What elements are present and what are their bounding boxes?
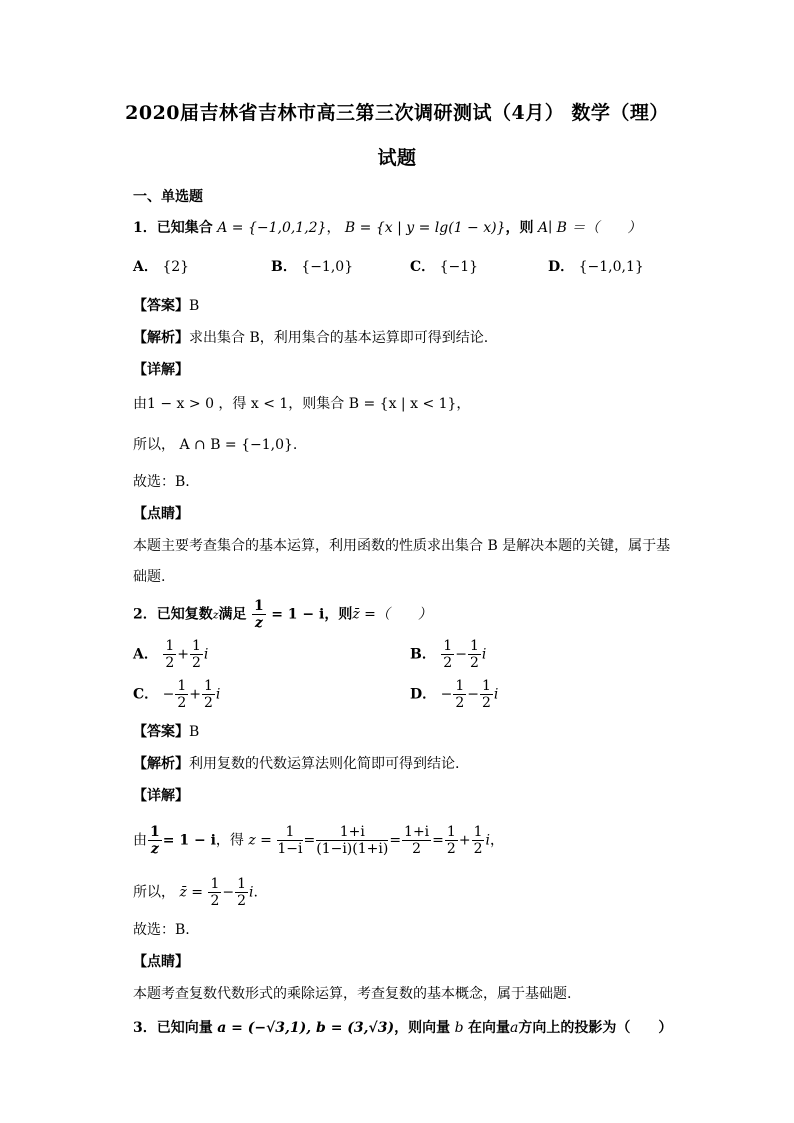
comment-label: 【点睛】 [133, 954, 189, 970]
fraction [202, 678, 215, 711]
comment-text: 本题考查复数代数形式的乘除运算，考查复数的基本概念，属于基础题. [133, 986, 572, 1002]
option-b [410, 638, 486, 671]
numerator: 1 [177, 678, 187, 694]
numerator: 1 [481, 678, 491, 694]
question-2-stem [133, 598, 432, 631]
question-1-stem [133, 218, 641, 238]
comment-text: 础题. [133, 569, 166, 585]
page-title: 2020届吉林省吉林市高三第三次调研测试（4月） 数学（理） [125, 102, 669, 124]
denominator: z [254, 615, 263, 631]
option-label: C． [410, 259, 436, 275]
fraction [445, 824, 458, 857]
answer-value: B [189, 724, 200, 740]
operator: − [455, 646, 467, 663]
detail-text: ， [489, 832, 504, 849]
option-label: B． [271, 259, 297, 275]
fraction [453, 678, 466, 711]
numerator: 1 [455, 678, 465, 694]
option-c [410, 257, 478, 277]
question-text: 已知复数 [156, 606, 213, 623]
denominator: 2 [191, 655, 201, 671]
denominator: 2 [446, 841, 456, 857]
denominator: 2 [412, 841, 422, 857]
fraction [190, 638, 203, 671]
answer-value: B [189, 298, 200, 314]
sign: − [440, 686, 453, 703]
analysis-line [133, 754, 459, 774]
detail-text: 由1 − x > 0 ，得 x < 1，则集合 B = {x | x < 1}， [133, 396, 471, 412]
numerator: 1+i [316, 824, 388, 841]
operator: − [467, 686, 479, 703]
question-ask: A∣ B ＝（ ） [537, 220, 642, 236]
fraction [252, 598, 266, 631]
option-d [548, 257, 644, 277]
numerator: 1 [277, 824, 302, 841]
question-text: 已知向量 [156, 1020, 213, 1036]
fraction [472, 824, 485, 857]
detail-text: 所以， [133, 884, 175, 901]
fraction [175, 678, 188, 711]
option-label: B． [410, 646, 436, 663]
option-label: D． [548, 259, 575, 275]
detail-text: ，得 [215, 832, 244, 849]
math-var: i [203, 646, 209, 663]
numerator: 1 [150, 824, 160, 840]
answer-label: 【答案】 [133, 298, 189, 314]
fraction [316, 824, 388, 857]
option-label: A． [133, 646, 158, 663]
fraction [235, 876, 248, 909]
denominator: z [150, 841, 159, 857]
answer-label: 【答案】 [133, 724, 189, 740]
math-var: i [485, 832, 490, 849]
question-number: 3． [133, 1020, 157, 1036]
operator: + [189, 686, 201, 703]
option-label: A． [133, 259, 158, 275]
numerator: 1 [446, 824, 456, 840]
math-var: i [481, 646, 487, 663]
denominator: 2 [455, 695, 465, 711]
option-value: {−1} [439, 259, 479, 275]
question-text: ，则向量 [394, 1020, 451, 1036]
option-c [133, 678, 220, 711]
comment-label: 【点睛】 [133, 506, 189, 522]
numerator: 1+i [404, 824, 430, 840]
denominator: 2 [469, 655, 479, 671]
option-value: {−1,0,1} [578, 259, 644, 275]
detail-text: 所以， A ∩ B = {−1,0}. [133, 437, 298, 453]
fraction [277, 824, 302, 857]
numerator: 1 [237, 876, 247, 892]
detail-label: 【详解】 [133, 788, 189, 804]
page-title-line2: 试题 [377, 147, 417, 169]
answer-line [133, 722, 199, 742]
option-a [133, 257, 189, 277]
denominator: 2 [204, 695, 213, 711]
separator: ， [326, 220, 341, 236]
question-3-stem [133, 1018, 672, 1038]
math-set-a: A = {−1,0,1,2} [217, 220, 327, 236]
denominator: 1−i [277, 841, 303, 857]
analysis-label: 【解析】 [133, 330, 189, 346]
fraction [208, 876, 221, 909]
detail-text: . [253, 884, 258, 901]
detail-equation: 所以， z̄ = $\frac{1}{2}$ − $\frac{1}{2}$ i. [133, 876, 258, 909]
numerator: 1 [204, 678, 213, 694]
choose-line: 故选：B. [133, 922, 190, 938]
question-text: ，则 [505, 220, 534, 236]
math-expr: = 1 − i [162, 832, 216, 849]
denominator: 2 [177, 695, 187, 711]
fraction [148, 824, 162, 857]
question-text: 在向量 [468, 1020, 510, 1036]
math-var: i [493, 686, 499, 703]
numerator: 1 [443, 638, 453, 654]
detail-label: 【详解】 [133, 362, 189, 378]
math-vectors: a = (−√3,1), b = (3,√3) [217, 1020, 395, 1036]
option-value: {−1,0} [301, 259, 354, 275]
math-expr: = 1 − i [271, 606, 325, 623]
denominator: 2 [210, 893, 220, 909]
option-b [271, 257, 353, 277]
fraction [163, 638, 176, 671]
option-label: C． [133, 686, 159, 703]
numerator: 1 [469, 638, 479, 654]
question-text: ，则 [324, 606, 353, 623]
option-d [410, 678, 498, 711]
comment-text: 本题主要考查集合的基本运算，利用函数的性质求出集合 B 是解决本题的关键，属于基 [133, 538, 671, 554]
question-text: 已知集合 [156, 220, 213, 236]
detail-equation: 由 $\frac{1}{z}$ = 1 − i，得 z = $\frac{1}{1-i}$ = $\frac{1+i}{(1-i)(1+i)}$ = $\frac{1+i}{2}$ = $\frac{1}{2}$ + $\frac{1}{2}$ i， [133, 824, 504, 857]
numerator: 1 [165, 638, 175, 654]
math-var: i [215, 686, 221, 703]
fraction [441, 638, 454, 671]
question-number: 1． [133, 220, 157, 236]
denominator: 2 [443, 655, 453, 671]
question-text: 满足 [218, 606, 247, 623]
option-value: {2} [162, 259, 190, 275]
section-heading: 一、单选题 [133, 189, 203, 205]
operator: + [177, 646, 189, 663]
math-var: z [212, 608, 219, 622]
answer-line [133, 296, 199, 316]
math-var: i [249, 884, 254, 901]
fraction [480, 678, 493, 711]
detail-text: 由 [133, 832, 147, 849]
numerator: 1 [473, 824, 483, 840]
numerator: 1 [191, 638, 201, 654]
math-expr: z̄ = [179, 884, 204, 901]
math-var: a [510, 1020, 519, 1036]
choose-line: 故选：B. [133, 474, 190, 490]
analysis-label: 【解析】 [133, 756, 189, 772]
question-text: 方向上的投影为（ ） [518, 1020, 673, 1036]
numerator: 1 [254, 598, 264, 614]
analysis-line [133, 328, 488, 348]
denominator: 2 [237, 893, 247, 909]
analysis-text: 求出集合 B，利用集合的基本运算即可得到结论. [189, 330, 489, 346]
denominator: (1−i)(1+i) [316, 841, 389, 857]
option-a [133, 638, 208, 671]
question-ask: z̄ =（ ） [352, 606, 432, 623]
denominator: 2 [165, 655, 175, 671]
option-label: D． [410, 686, 437, 703]
question-number: 2． [133, 606, 157, 623]
fraction [402, 824, 431, 857]
analysis-text: 利用复数的代数运算法则化简即可得到结论. [189, 756, 460, 772]
math-var: b [454, 1020, 464, 1036]
fraction [468, 638, 481, 671]
denominator: 2 [473, 841, 483, 857]
sign: − [162, 686, 175, 703]
math-expr: z = [248, 832, 272, 849]
denominator: 2 [481, 695, 491, 711]
math-set-b: B = {x | y = lg(1 − x)} [344, 220, 506, 236]
numerator: 1 [210, 876, 220, 892]
